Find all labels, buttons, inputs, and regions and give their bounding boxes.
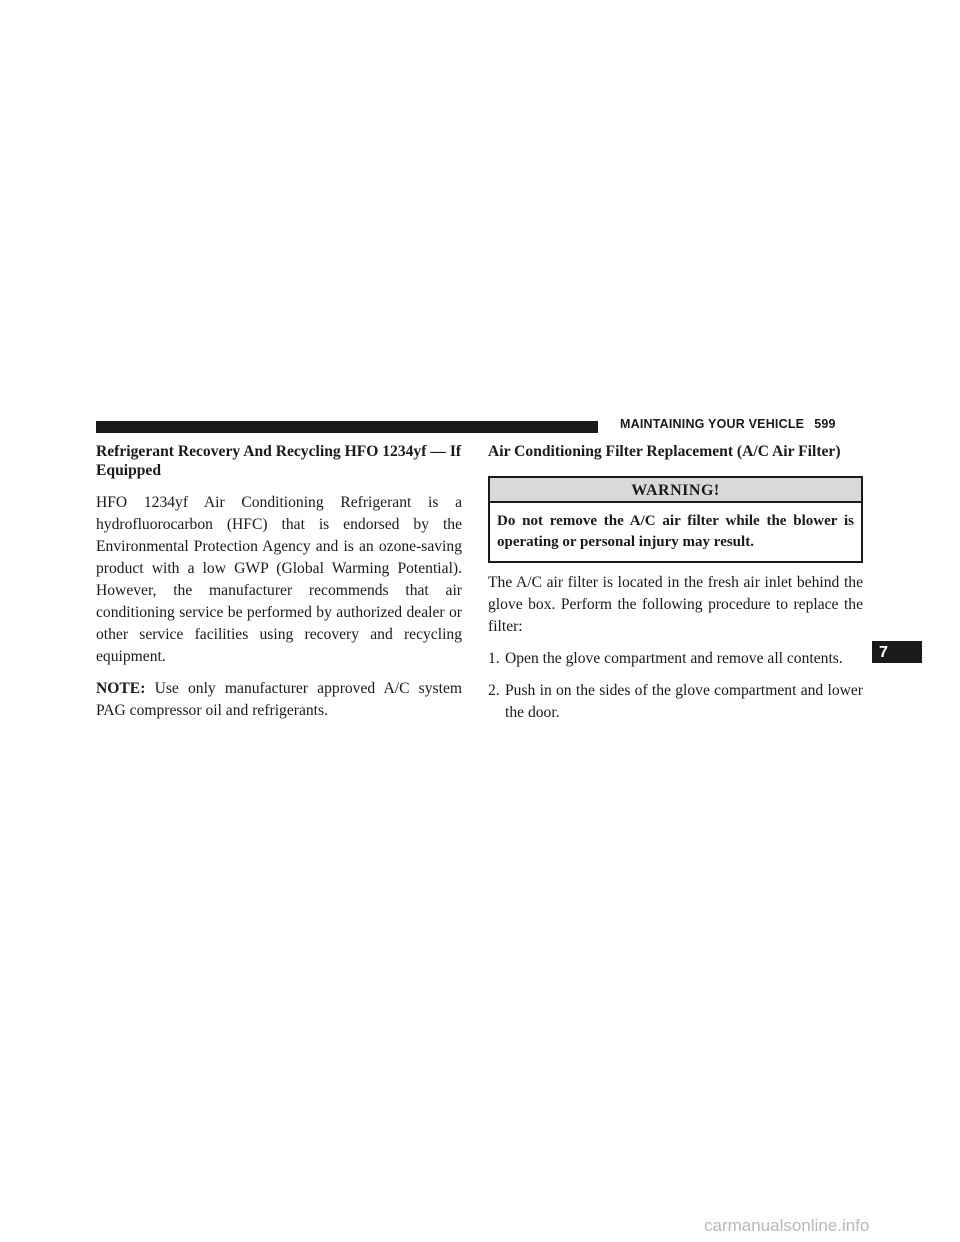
note-paragraph xyxy=(96,678,462,722)
running-header xyxy=(620,417,836,431)
filter-paragraph: The A/C air filter is located in the fresh air inlet behind the glove box. Perform the following procedure to replace the filter: xyxy=(488,574,863,635)
step-text: Open the glove compartment and remove all contents. xyxy=(505,650,843,667)
section-title: MAINTAINING YOUR VEHICLE xyxy=(620,417,805,431)
header-rule xyxy=(96,421,598,433)
list-item xyxy=(488,648,863,670)
filter-heading: Air Conditioning Filter Replacement (A/C Air Filter) xyxy=(488,443,841,460)
chapter-tab: 7 xyxy=(872,641,922,663)
step-text: Push in on the sides of the glove compartment and lower the door. xyxy=(505,682,863,721)
procedure-steps xyxy=(488,648,863,724)
step-number: 1. xyxy=(488,650,500,667)
note-label: NOTE: xyxy=(96,680,146,697)
note-text: Use only manufacturer approved A/C system PAG compressor oil and refrigerants. xyxy=(96,680,462,719)
refrigerant-heading: Refrigerant Recovery And Recycling HFO 1234yf — If Equipped xyxy=(96,443,462,479)
left-column xyxy=(96,442,462,732)
refrigerant-paragraph: HFO 1234yf Air Conditioning Refrigerant is a hydrofluorocarbon (HFC) that is endorsed by the Environmental Protection Agency and is an ozone-saving product with a low GWP (Global Warming Potential). However, the manufacturer recommends that air conditioning service be performed by authorized dealer or other service facilities using recovery and recycling equipment. xyxy=(96,494,462,665)
watermark: carmanualsonline.info xyxy=(704,1216,870,1235)
warning-body: Do not remove the A/C air filter while the blower is operating or personal injury may result. xyxy=(497,513,854,550)
right-column xyxy=(488,442,863,734)
list-item xyxy=(488,680,863,724)
warning-box xyxy=(488,476,863,563)
page-number: 599 xyxy=(814,417,836,431)
warning-title: WARNING! xyxy=(490,478,861,503)
step-number: 2. xyxy=(488,682,500,699)
